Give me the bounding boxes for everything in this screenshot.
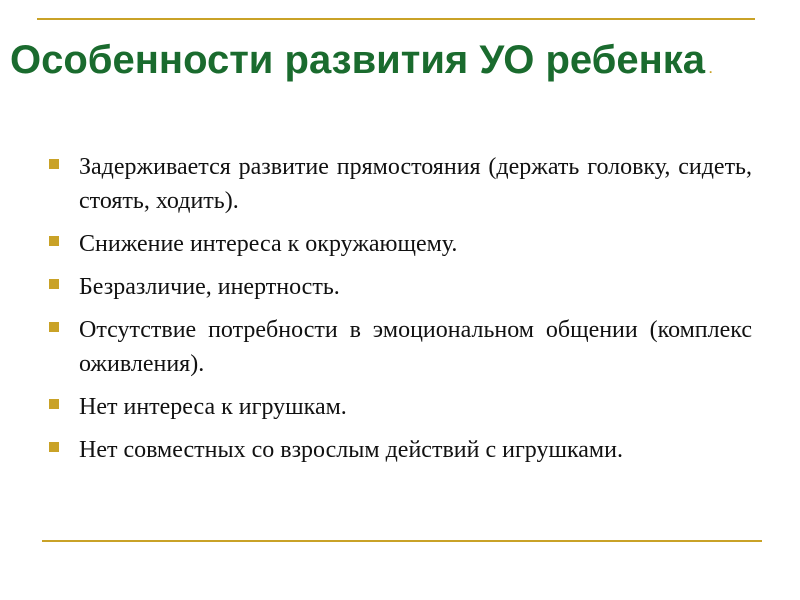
- list-item: [48, 150, 752, 218]
- list-item-text: Снижение интереса к окружающему.: [79, 231, 458, 257]
- list-item-text: Безразличие, инертность.: [79, 274, 340, 300]
- slide-title-tail: .: [709, 62, 713, 76]
- square-bullet-icon: [49, 399, 59, 409]
- square-bullet-icon: [49, 322, 59, 332]
- list-item-text: Отсутствие потребности в эмоциональном общении (комплекс оживления).: [79, 317, 752, 377]
- slide-title-text: Особенности развития УО ребенка: [10, 38, 706, 82]
- slide-title: [10, 32, 770, 97]
- list-item: [48, 433, 752, 467]
- list-item: [48, 313, 752, 381]
- list-item-text: Нет совместных со взрослым действий с игрушками.: [79, 437, 623, 463]
- square-bullet-icon: [49, 279, 59, 289]
- list-item: [48, 227, 752, 261]
- bottom-divider: [42, 540, 762, 542]
- list-item-text: Нет интереса к игрушкам.: [79, 394, 347, 420]
- bullet-list: [48, 150, 752, 476]
- square-bullet-icon: [49, 442, 59, 452]
- square-bullet-icon: [49, 236, 59, 246]
- list-item-text: Задерживается развитие прямостояния (держать головку, сидеть, стоять, ходить).: [79, 154, 752, 214]
- list-item: [48, 270, 752, 304]
- square-bullet-icon: [49, 159, 59, 169]
- list-item: [48, 390, 752, 424]
- top-divider: [37, 18, 755, 20]
